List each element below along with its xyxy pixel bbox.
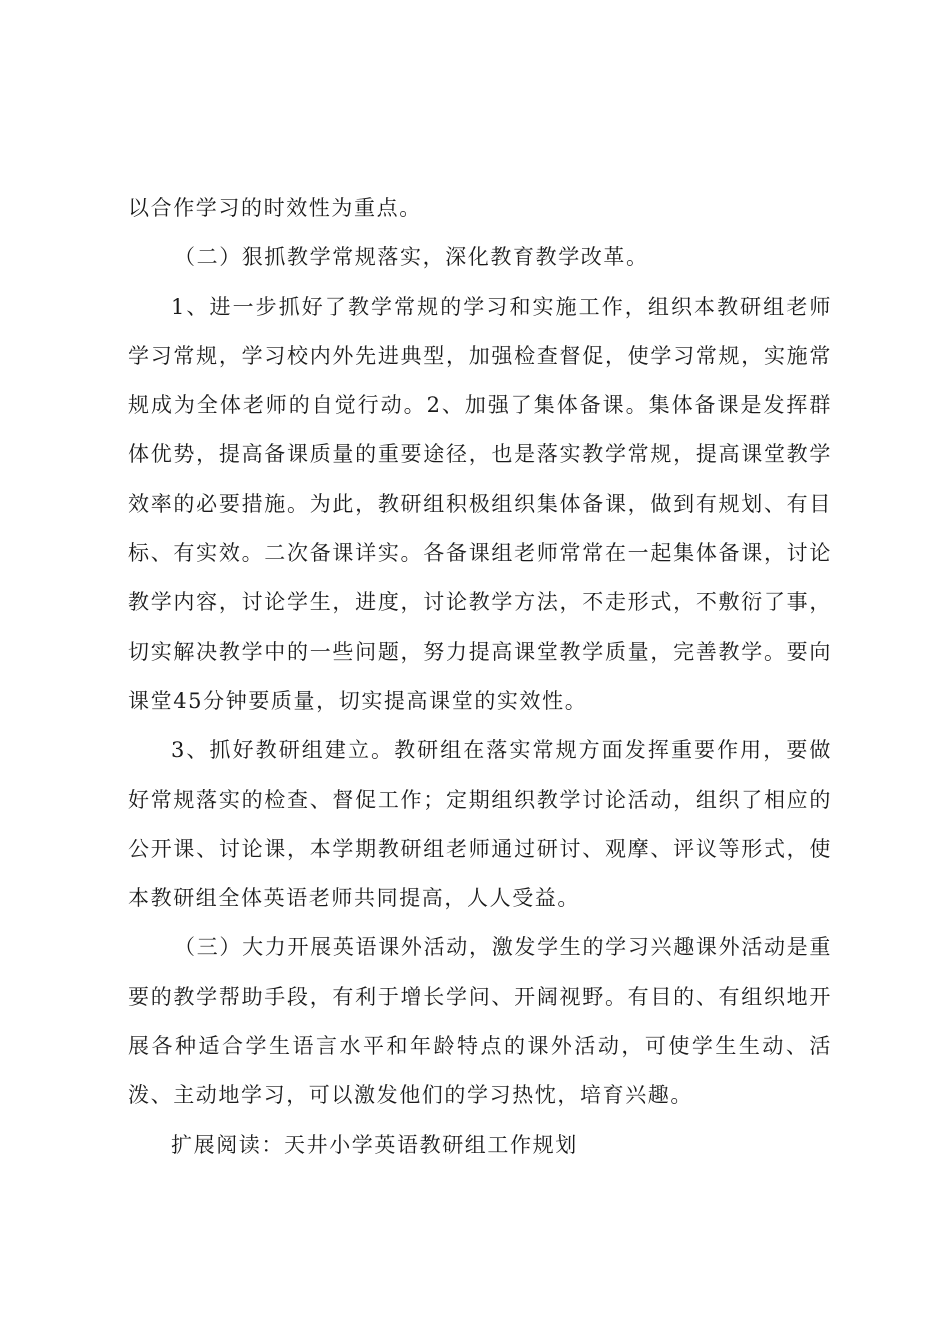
section-heading-two: （二）狠抓教学常规落实，深化教育教学改革。 xyxy=(174,245,649,270)
paragraph-teaching-routine: 1、进一步抓好了教学常规的学习和实施工作，组织本教研组老师学习常规，学习校内外先进典型，加强检查督促，使学习常规，实施常规成为全体老师的自觉行动。2、加强了集体备课。集体备课是发挥群体优势，提高备课质量的重要途径，也是落实教学常规，提高课堂教学效率的必要措施。为此，教研组积极组织集体备课，做到有规划、有目标、有实效。二次备课详实。各备课组老师常常在一起集体备课，讨论教学内容，讨论学生，进度，讨论教学方法，不走形式，不敷衍了事，切实解决教学中的一些问题，努力提高课堂教学质量，完善教学。要向课堂45分钟要质量，切实提高课堂的实效性。 xyxy=(128,294,832,713)
document-body xyxy=(128,184,832,1170)
section-heading-three: （三）大力开展英语课外活动，激发学生的学习兴趣课外活动是重要的教学帮助手段，有利于增长学问、开阔视野。有目的、有组织地开展各种适合学生语言水平和年龄特点的课外活动，可使学生生动、活泼、主动地学习，可以激发他们的学习热忱，培育兴趣。 xyxy=(128,935,832,1108)
paragraph-research-group: 3、抓好教研组建立。教研组在落实常规方面发挥重要作用，要做好常规落实的检查、督促工作；定期组织教学讨论活动，组织了相应的公开课、讨论课，本学期教研组老师通过研讨、观摩、评议等形式，使本教研组全体英语老师共同提高，人人受益。 xyxy=(128,738,832,911)
paragraph-continuation: 以合作学习的时效性为重点。 xyxy=(128,196,422,220)
extended-reading-line: 扩展阅读：天井小学英语教研组工作规划 xyxy=(171,1132,578,1157)
